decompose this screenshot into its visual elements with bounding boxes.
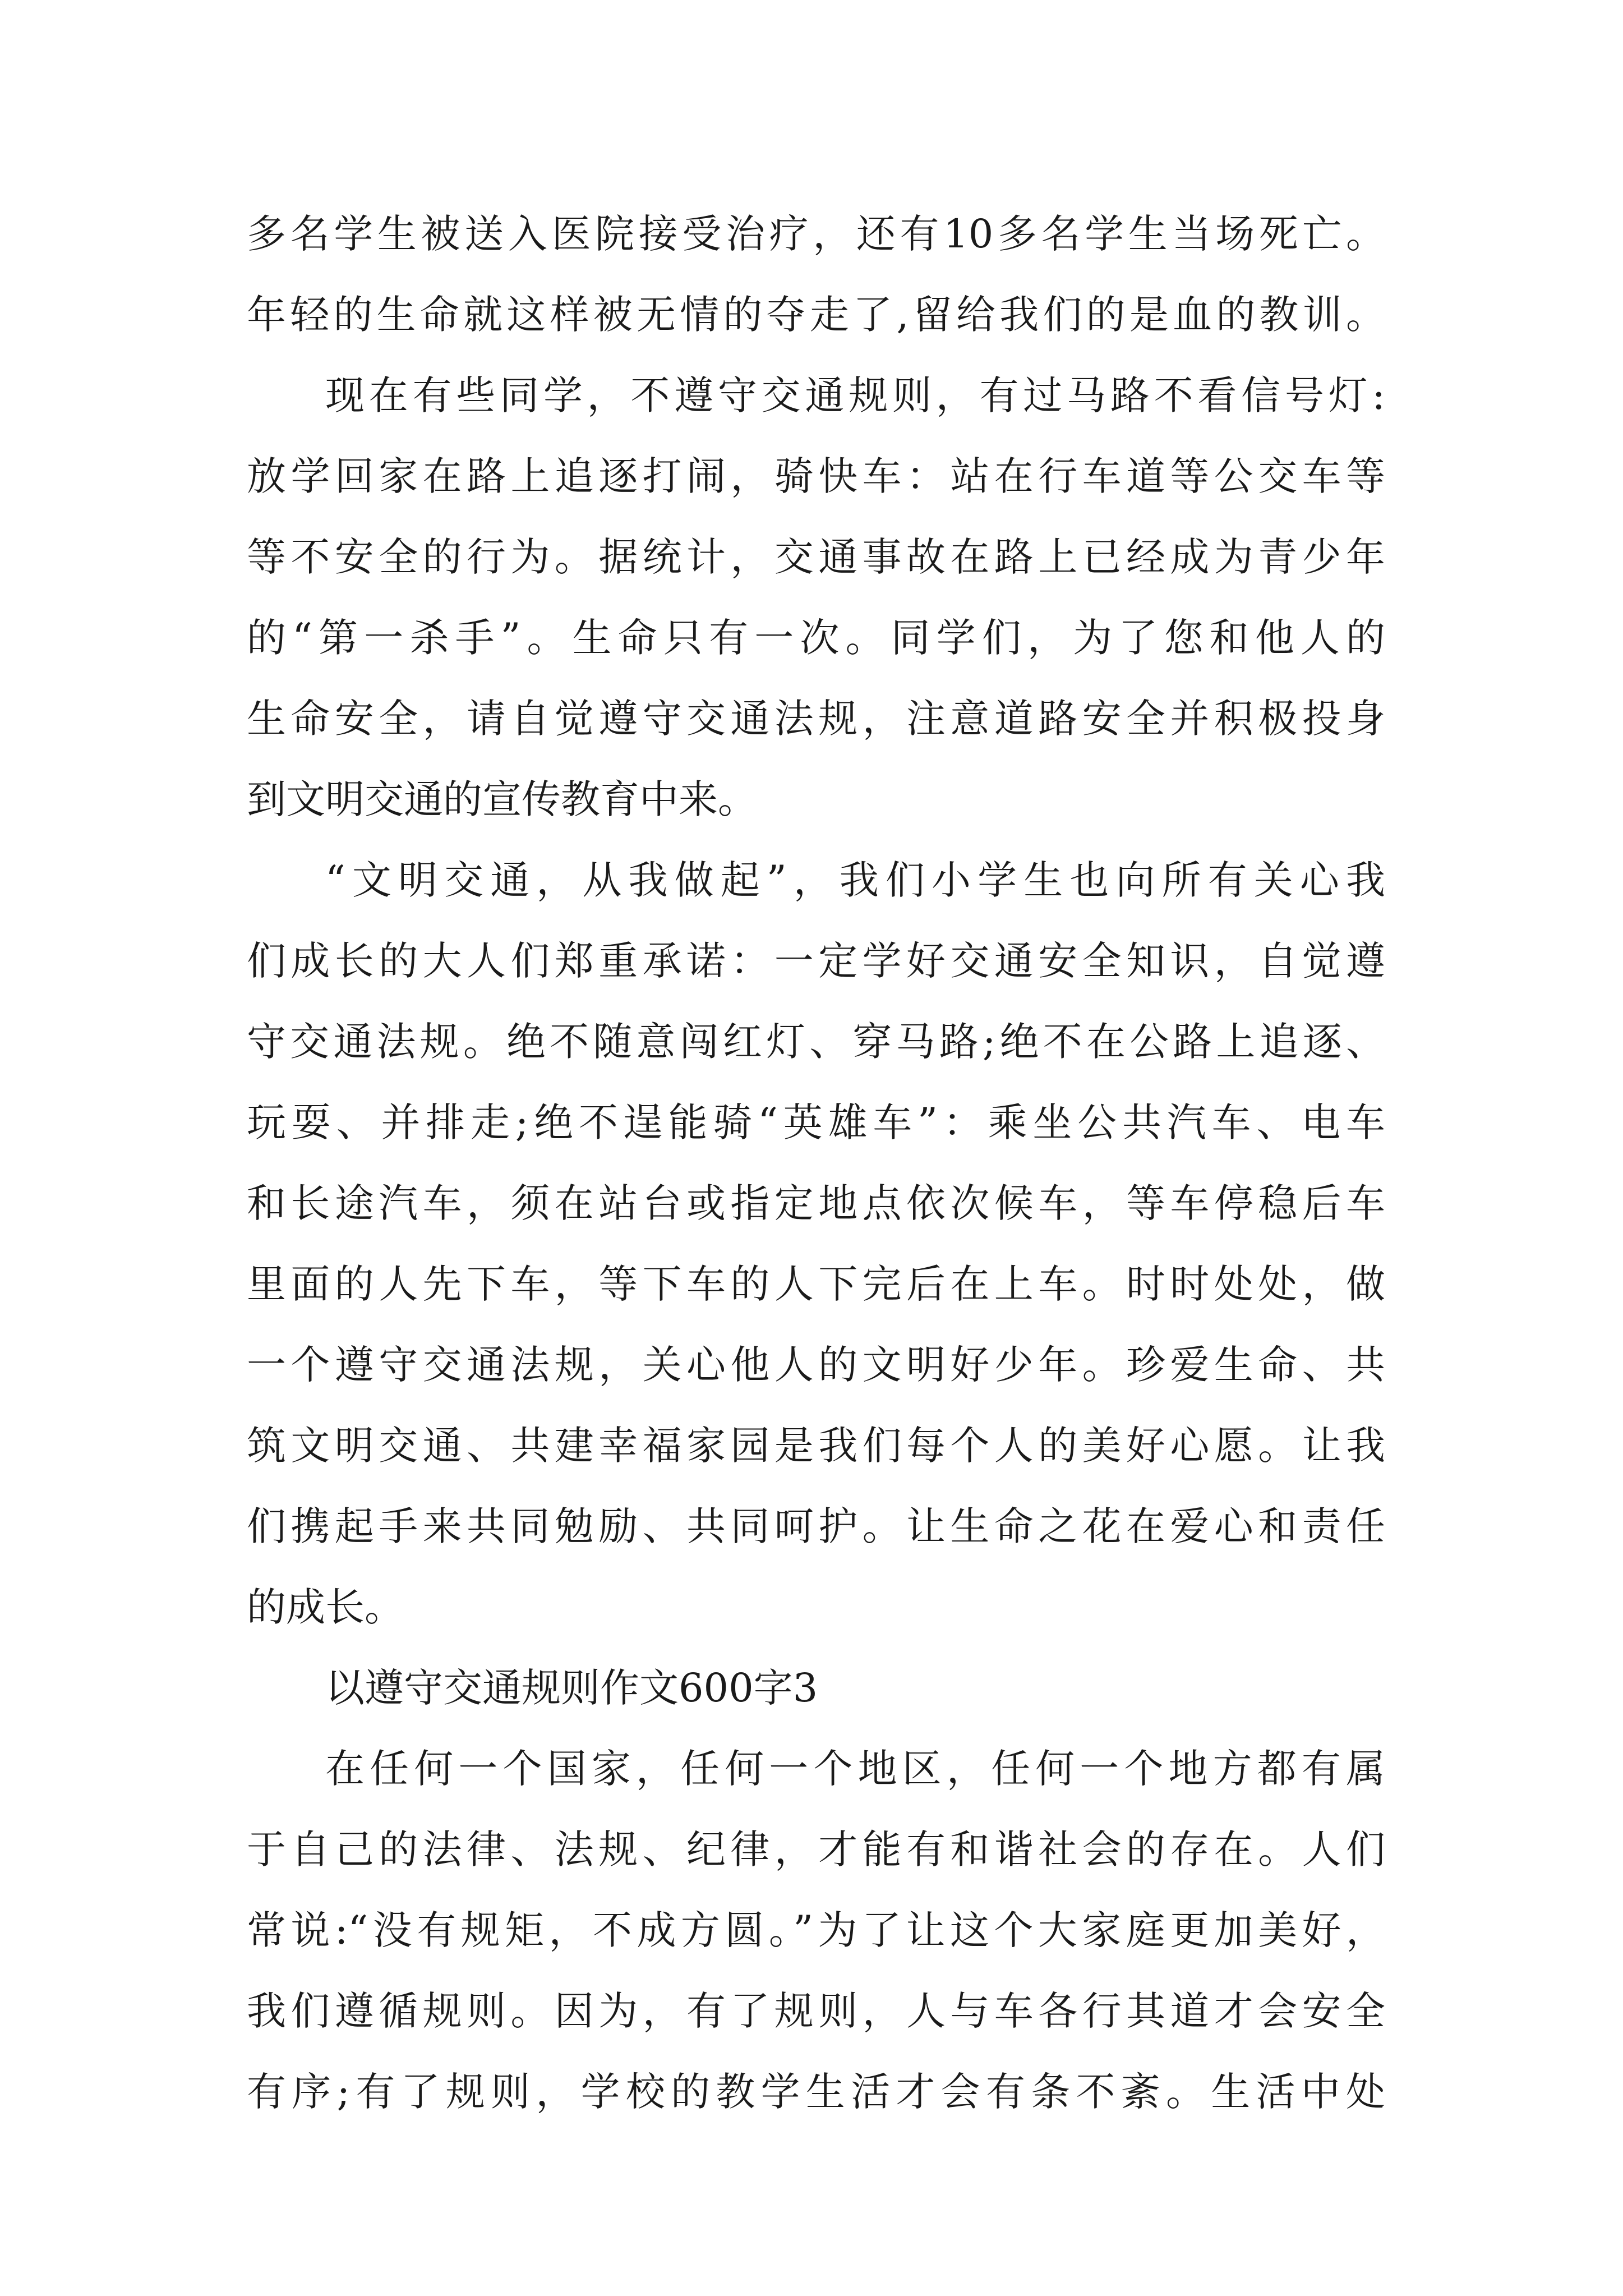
- text-line: 我们遵循规则。因为，有了规则，人与车各行其道才会安全: [247, 1988, 1385, 2034]
- paragraph-start-line: 现在有些同学，不遵守交通规则，有过马路不看信号灯:: [325, 372, 1385, 418]
- text-line: 有序;有了规则，学校的教学生活才会有条不紊。生活中处: [247, 2069, 1385, 2115]
- text-line: 玩耍、并排走;绝不逞能骑“英雄车”：乘坐公共汽车、电车: [247, 1099, 1385, 1145]
- text-line: 的“第一杀手”。生命只有一次。同学们，为了您和他人的: [247, 615, 1385, 661]
- text-line: 和长途汽车，须在站台或指定地点依次候车，等车停稳后车: [247, 1180, 1385, 1226]
- text-line: 等不安全的行为。据统计，交通事故在路上已经成为青少年: [247, 534, 1385, 580]
- text-line: 多名学生被送入医院接受治疗，还有10多名学生当场死亡。: [247, 211, 1385, 257]
- paragraph-start-line: 在任何一个国家，任何一个地区，任何一个地方都有属: [325, 1746, 1385, 1792]
- text-line: 一个遵守交通法规，关心他人的文明好少年。珍爱生命、共: [247, 1342, 1385, 1388]
- text-line: 年轻的生命就这样被无情的夺走了,留给我们的是血的教训。: [247, 292, 1385, 338]
- essay-text: [247, 194, 1385, 2132]
- text-line: 放学回家在路上追逐打闹，骑快车：站在行车道等公交车等: [247, 453, 1385, 499]
- text-line: 常说:“没有规矩，不成方圆。”为了让这个大家庭更加美好，: [247, 1907, 1385, 1953]
- text-line: 守交通法规。绝不随意闯红灯、穿马路;绝不在公路上追逐、: [247, 1019, 1385, 1065]
- text-line: 于自己的法律、法规、纪律，才能有和谐社会的存在。人们: [247, 1826, 1385, 1872]
- text-line: 们携起手来共同勉励、共同呵护。让生命之花在爱心和责任: [247, 1503, 1385, 1549]
- section-heading: 以遵守交通规则作文600字3: [325, 1665, 818, 1711]
- paragraph-end-line: 到文明交通的宣传教育中来。: [247, 776, 757, 822]
- paragraph-start-line: “文明交通，从我做起”，我们小学生也向所有关心我: [325, 857, 1385, 903]
- text-line: 们成长的大人们郑重承诺：一定学好交通安全知识，自觉遵: [247, 938, 1385, 984]
- text-line: 筑文明交通、共建幸福家园是我们每个人的美好心愿。让我: [247, 1423, 1385, 1469]
- text-line: 生命安全，请自觉遵守交通法规，注意道路安全并积极投身: [247, 696, 1385, 742]
- paragraph-end-line: 的成长。: [247, 1584, 404, 1630]
- text-line: 里面的人先下车，等下车的人下完后在上车。时时处处，做: [247, 1261, 1385, 1307]
